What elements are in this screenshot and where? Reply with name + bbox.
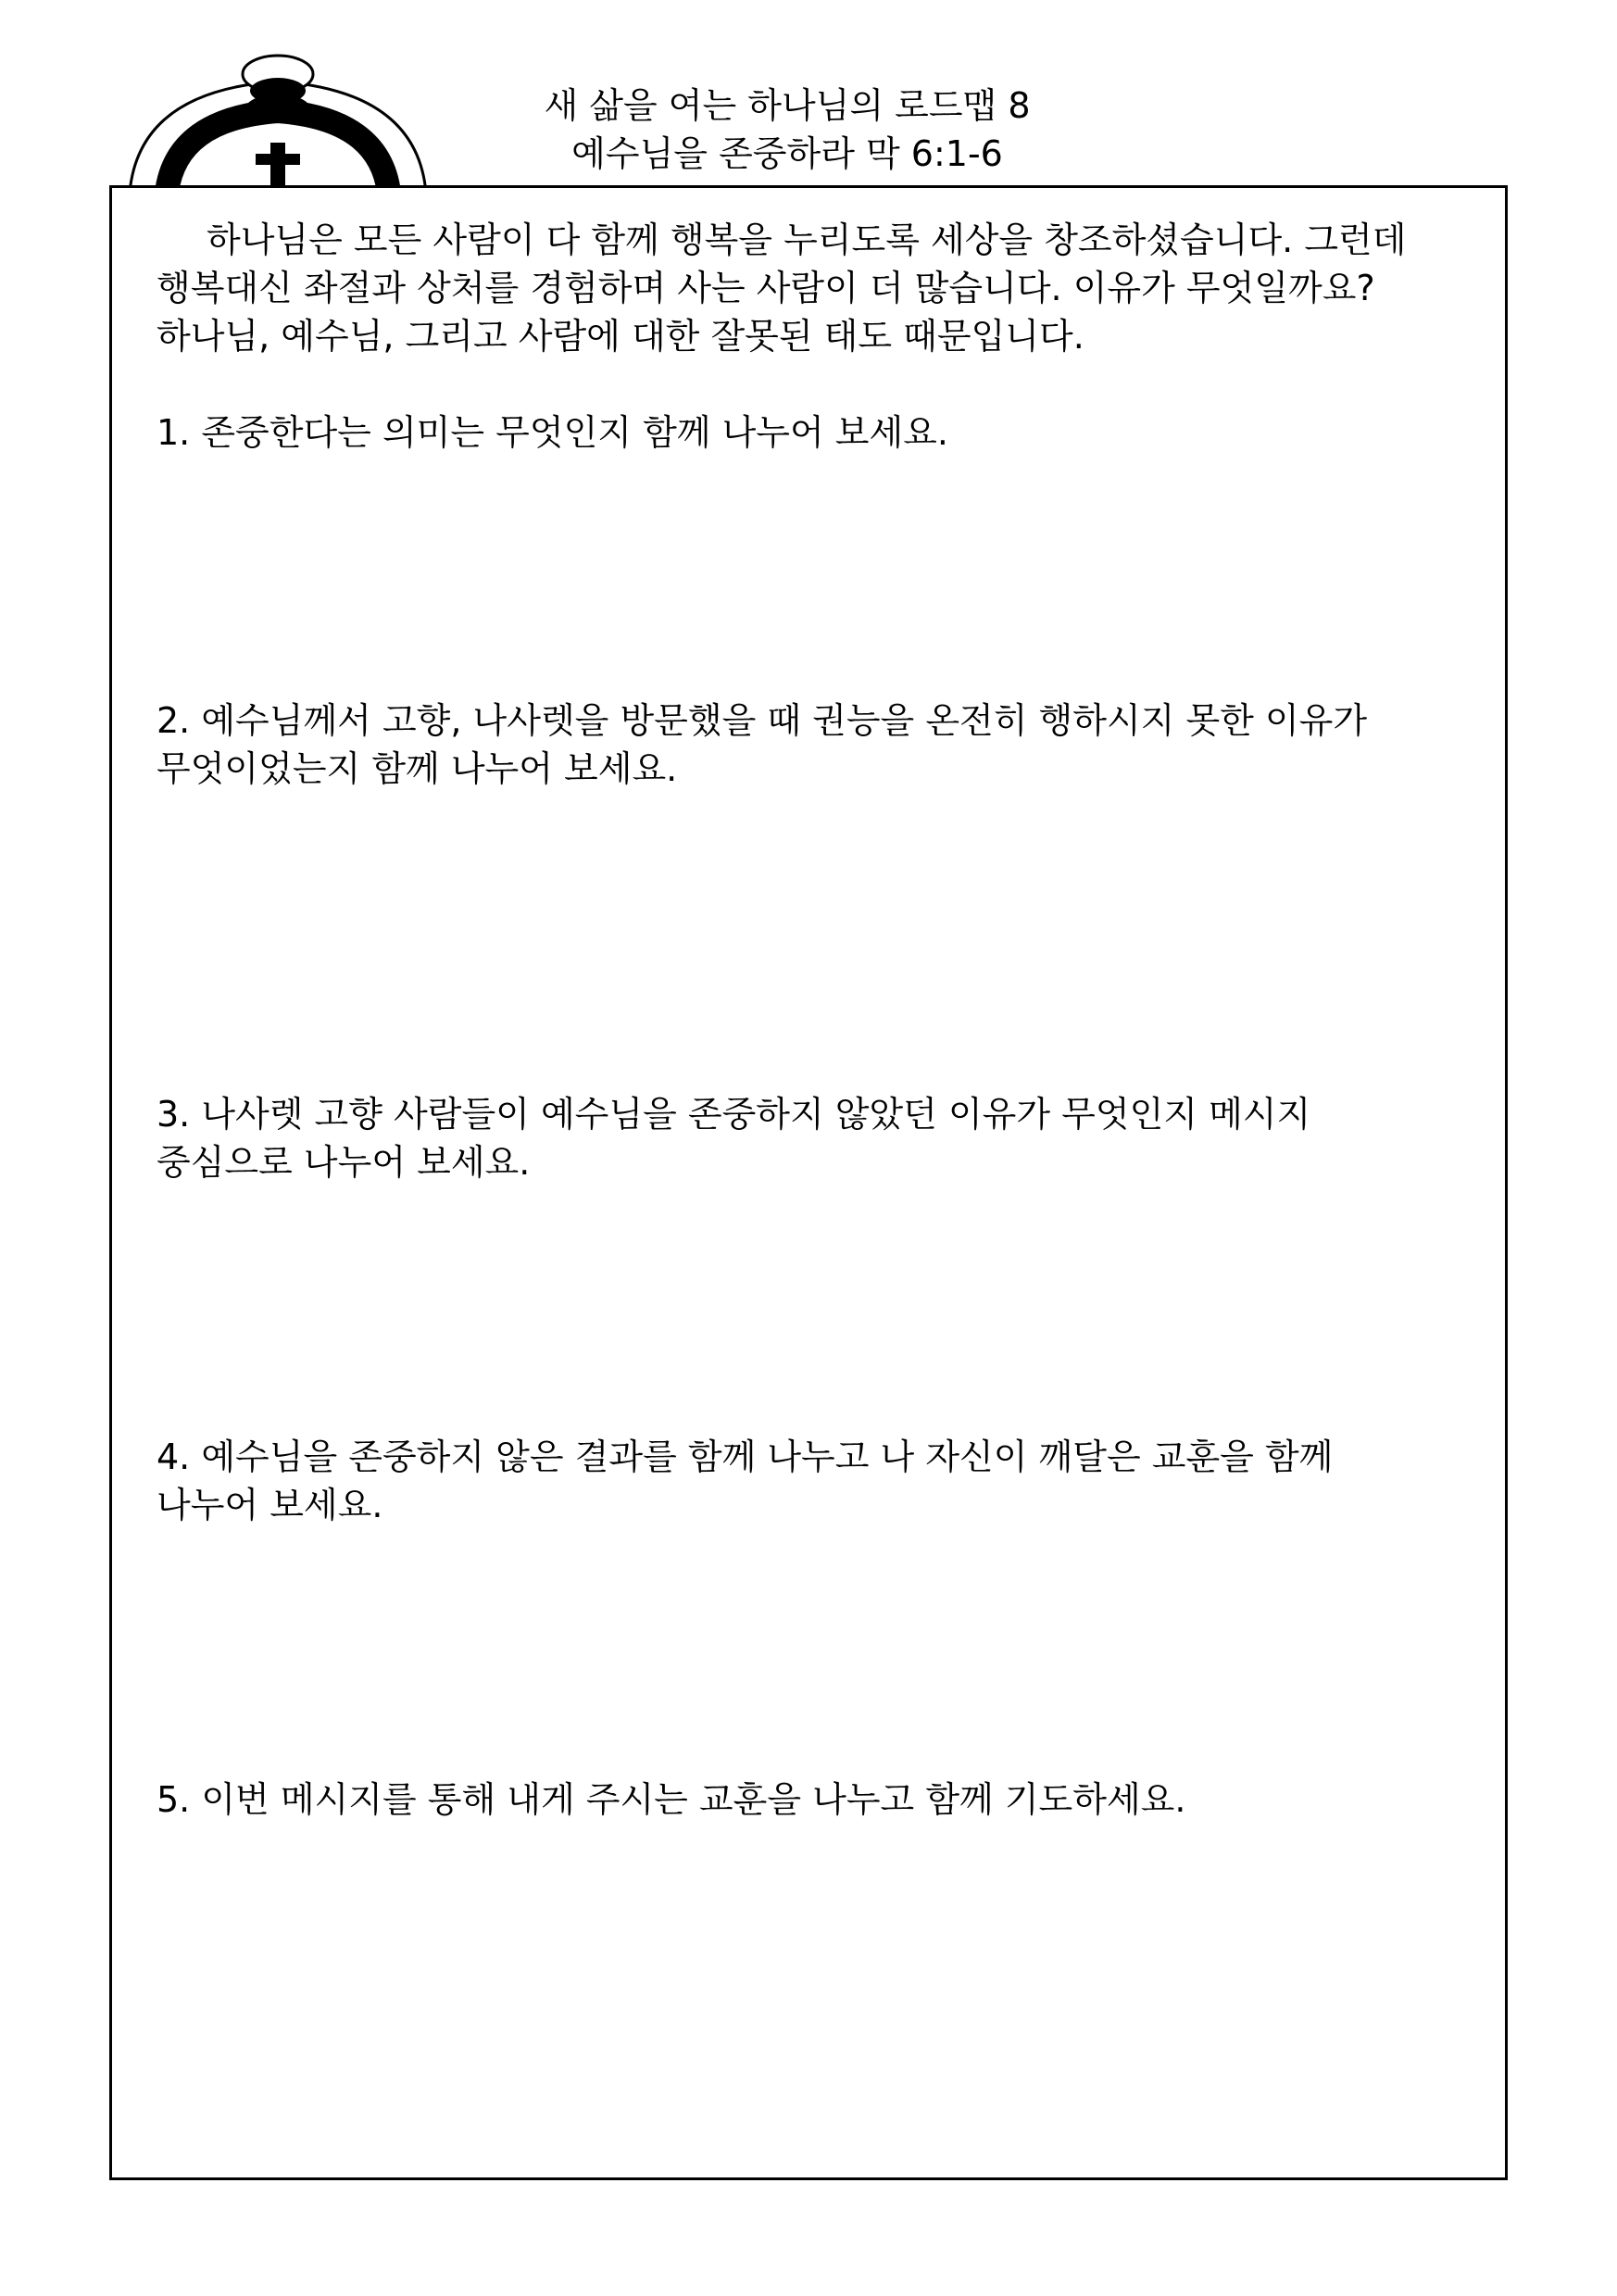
question-line: 1. 존중한다는 의미는 무엇인지 함께 나누어 보세요. — [157, 412, 948, 453]
intro-line: 하나님, 예수님, 그리고 사람에 대한 잘못된 태도 때문입니다. — [157, 316, 1084, 357]
question-line: 나누어 보세요. — [157, 1485, 383, 1525]
intro-line: 행복대신 좌절과 상처를 경험하며 사는 사람이 더 많습니다. 이유가 무엇일까요? — [157, 268, 1375, 308]
question-5 — [157, 1775, 1472, 1824]
header-title-line1: 새 삶을 여는 하나님의 로드맵 8 — [544, 85, 1031, 126]
question-line: 중심으로 나누어 보세요. — [157, 1142, 531, 1183]
question-line: 5. 이번 메시지를 통해 내게 주시는 교훈을 나누고 함께 기도하세요. — [157, 1779, 1186, 1820]
question-line: 2. 예수님께서 고향, 나사렛을 방문했을 때 권능을 온전히 행하시지 못한 이유가 — [157, 700, 1368, 741]
question-3 — [157, 1090, 1472, 1186]
intro-paragraph — [157, 216, 1472, 360]
question-1 — [157, 408, 1472, 457]
intro-line: 하나님은 모든 사람이 다 함께 행복을 누리도록 세상을 창조하셨습니다. 그런데 — [207, 220, 1407, 260]
worksheet-frame — [109, 185, 1508, 2180]
church-logo — [120, 54, 435, 193]
page-header — [435, 82, 1139, 178]
question-2 — [157, 696, 1472, 793]
question-line: 3. 나사렛 고향 사람들이 예수님을 존중하지 않았던 이유가 무엇인지 메시지 — [157, 1094, 1311, 1135]
question-4 — [157, 1433, 1472, 1529]
question-line: 무엇이었는지 함께 나누어 보세요. — [157, 748, 678, 789]
question-line: 4. 예수님을 존중하지 않은 결과를 함께 나누고 나 자신이 깨달은 교훈을 함께 — [157, 1437, 1334, 1477]
worksheet-content — [157, 216, 1472, 1820]
header-title-line2: 예수님을 존중하라 막 6:1-6 — [571, 133, 1003, 174]
